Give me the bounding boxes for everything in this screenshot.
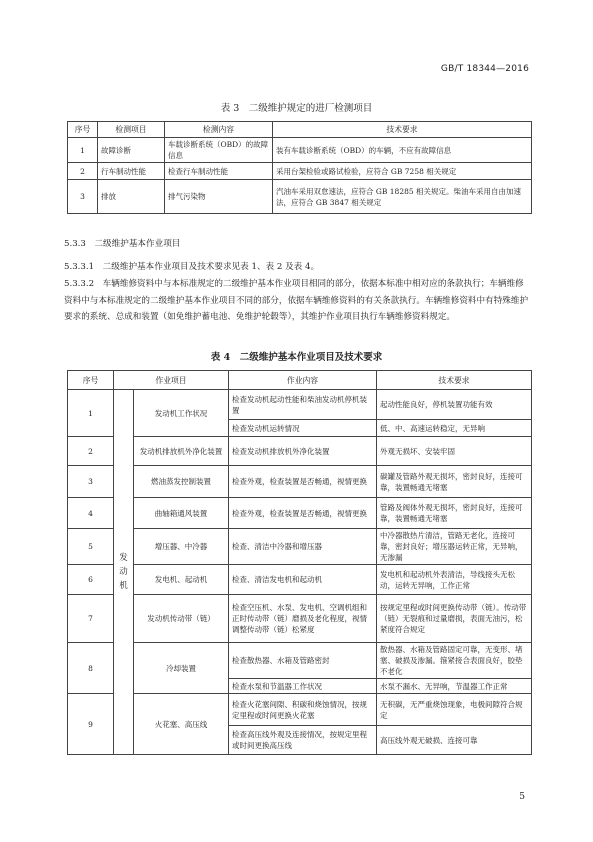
technical-requirement: 中冷器散热片清洁，管路无老化，连接可靠，密封良好；增压器运转正常，无异响，无渗漏 — [377, 529, 532, 565]
table4 — [67, 370, 532, 755]
work-item-name: 发动机排放机外净化装置 — [134, 437, 229, 466]
row-number: 7 — [68, 595, 114, 643]
technical-requirement: 碳罐及管路外观无损坏，密封良好，连接可靠，装置畅通无堵塞 — [377, 466, 532, 498]
work-content: 检查火花塞间隙、积碳和烧蚀情况，按规定里程或时间更换火花塞 — [229, 694, 377, 726]
table-row — [68, 466, 532, 498]
row-number: 2 — [68, 437, 114, 466]
table4-title: 表 4 二级维护基本作业项目及技术要求 — [210, 352, 383, 363]
paragraph-1: 5.3.3.1 二级维护基本作业项目及技术要求见表 1、表 2 及表 4。 — [64, 262, 320, 272]
table-cell: 检查行车制动性能 — [165, 163, 273, 180]
table3-header-content: 检测内容 — [165, 122, 273, 138]
technical-requirement: 外观无损坏、安装牢固 — [377, 437, 532, 466]
table-cell: 排气污染物 — [165, 180, 273, 214]
table-row — [68, 529, 532, 565]
technical-requirement: 起动性能良好，停机装置功能有效 — [377, 390, 532, 420]
group-label-engine — [114, 390, 134, 755]
work-content: 检查外观，检查装置是否畅通，视情更换 — [229, 498, 377, 529]
work-item-name: 曲轴箱通风装置 — [134, 498, 229, 529]
section-heading: 5.3.3 二级维护基本作业项目 — [64, 239, 181, 249]
table-row — [68, 138, 532, 163]
table-row — [68, 163, 532, 180]
work-item-name: 发动机传动带（链） — [134, 595, 229, 643]
table3 — [67, 121, 532, 214]
technical-requirement: 按规定里程或时间更换传动带（链）。传动带（链）无裂痕和过量磨损，表面无油污，松紧度符合规定 — [377, 595, 532, 643]
table3-header-no: 序号 — [68, 122, 98, 138]
table3-title: 表 3 二级维护规定的进厂检测项目 — [220, 103, 373, 114]
work-content: 检查发动机起动性能和柴油发动机停机装置 — [229, 390, 377, 420]
table-cell: 3 — [68, 180, 98, 214]
row-number: 3 — [68, 466, 114, 498]
table-row — [68, 180, 532, 214]
paragraph-2: 5.3.3.2 车辆维修资料中与本标准规定的二级维护基本作业项目相同的部分，依据本标准中相对应的条款执行；车辆维修资料中与本标准规定的二级维护基本作业项目不同的部分，依据车辆维修资料的有关条款执行。车辆维修资料中有特殊维护要求的系统、总成和装置（如免维护蓄电池、免维护轮毂等），其维护作业项目执行车辆维修资料规定。 — [64, 279, 529, 322]
page-number: 5 — [519, 792, 525, 802]
work-item-name: 火花塞、高压线 — [134, 694, 229, 755]
row-number: 9 — [68, 694, 114, 755]
table-cell: 车载诊断系统（OBD）的故障信息 — [165, 138, 273, 163]
document-number: GB/T 18344—2016 — [440, 64, 529, 74]
technical-requirement: 高压线外观无破损、连接可靠 — [377, 726, 532, 755]
table3-header-item: 检测项目 — [98, 122, 165, 138]
table-cell: 行车制动性能 — [98, 163, 165, 180]
row-number: 1 — [68, 390, 114, 437]
table-row — [68, 643, 532, 679]
group-label-text: 发动机 — [119, 553, 128, 591]
table-cell: 采用台架检验或路试检验，应符合 GB 7258 相关规定 — [273, 163, 532, 180]
table-cell: 排放 — [98, 180, 165, 214]
table-cell: 1 — [68, 138, 98, 163]
table-row — [68, 498, 532, 529]
table-cell: 故障诊断 — [98, 138, 165, 163]
work-content: 检查、清洁发电机和起动机 — [229, 565, 377, 595]
table4-header-content: 作业内容 — [229, 371, 377, 390]
work-item-name: 发电机、起动机 — [134, 565, 229, 595]
row-number: 8 — [68, 643, 114, 694]
work-content: 检查发动机运转情况 — [229, 420, 377, 437]
row-number: 5 — [68, 529, 114, 565]
table4-header-no: 序号 — [68, 371, 114, 390]
work-content: 检查发动机排放机外净化装置 — [229, 437, 377, 466]
technical-requirement: 无积碳，无严重烧蚀现象，电极间隙符合规定 — [377, 694, 532, 726]
technical-requirement: 低、中、高速运转稳定，无异响 — [377, 420, 532, 437]
work-content: 检查、清洁中冷器和增压器 — [229, 529, 377, 565]
table4-header-item: 作业项目 — [114, 371, 229, 390]
table-cell: 装有车载诊断系统（OBD）的车辆，不应有故障信息 — [273, 138, 532, 163]
work-content: 检查空压机、水泵、发电机、空调机组和正时传动带（链）磨损及老化程度，视情调整传动带（链）松紧度 — [229, 595, 377, 643]
work-content: 检查水泵和节温器工作状况 — [229, 679, 377, 694]
table3-header-requirement: 技术要求 — [273, 122, 532, 138]
table-row — [68, 437, 532, 466]
table4-header-requirement: 技术要求 — [377, 371, 532, 390]
table-row — [68, 595, 532, 643]
work-item-name: 燃油蒸发控制装置 — [134, 466, 229, 498]
technical-requirement: 管路及阀体外观无损坏，密封良好，连接可靠，装置畅通无堵塞 — [377, 498, 532, 529]
work-item-name: 冷却装置 — [134, 643, 229, 694]
work-content: 检查高压线外观及连接情况，按规定里程或时间更换高压线 — [229, 726, 377, 755]
table-cell: 2 — [68, 163, 98, 180]
work-content: 检查散热器、水箱及管路密封 — [229, 643, 377, 679]
technical-requirement: 水泵不漏水、无异响，节温器工作正常 — [377, 679, 532, 694]
row-number: 6 — [68, 565, 114, 595]
work-item-name: 增压器、中冷器 — [134, 529, 229, 565]
work-item-name: 发动机工作状况 — [134, 390, 229, 437]
work-content: 检查外观，检查装置是否畅通，视情更换 — [229, 466, 377, 498]
table-row — [68, 565, 532, 595]
table-cell: 汽油车采用双怠速法，应符合 GB 18285 相关规定。柴油车采用自由加速法，应符合 GB 3847 相关规定 — [273, 180, 532, 214]
technical-requirement: 发电机和起动机外表清洁，导线接头无松动，运转无异响，工作正常 — [377, 565, 532, 595]
table-row — [68, 694, 532, 726]
table-row — [68, 390, 532, 420]
row-number: 4 — [68, 498, 114, 529]
technical-requirement: 散热器、水箱及管路固定可靠，无变形、堵塞、破损及渗漏。箍紧接合表面良好，胶垫不老化 — [377, 643, 532, 679]
